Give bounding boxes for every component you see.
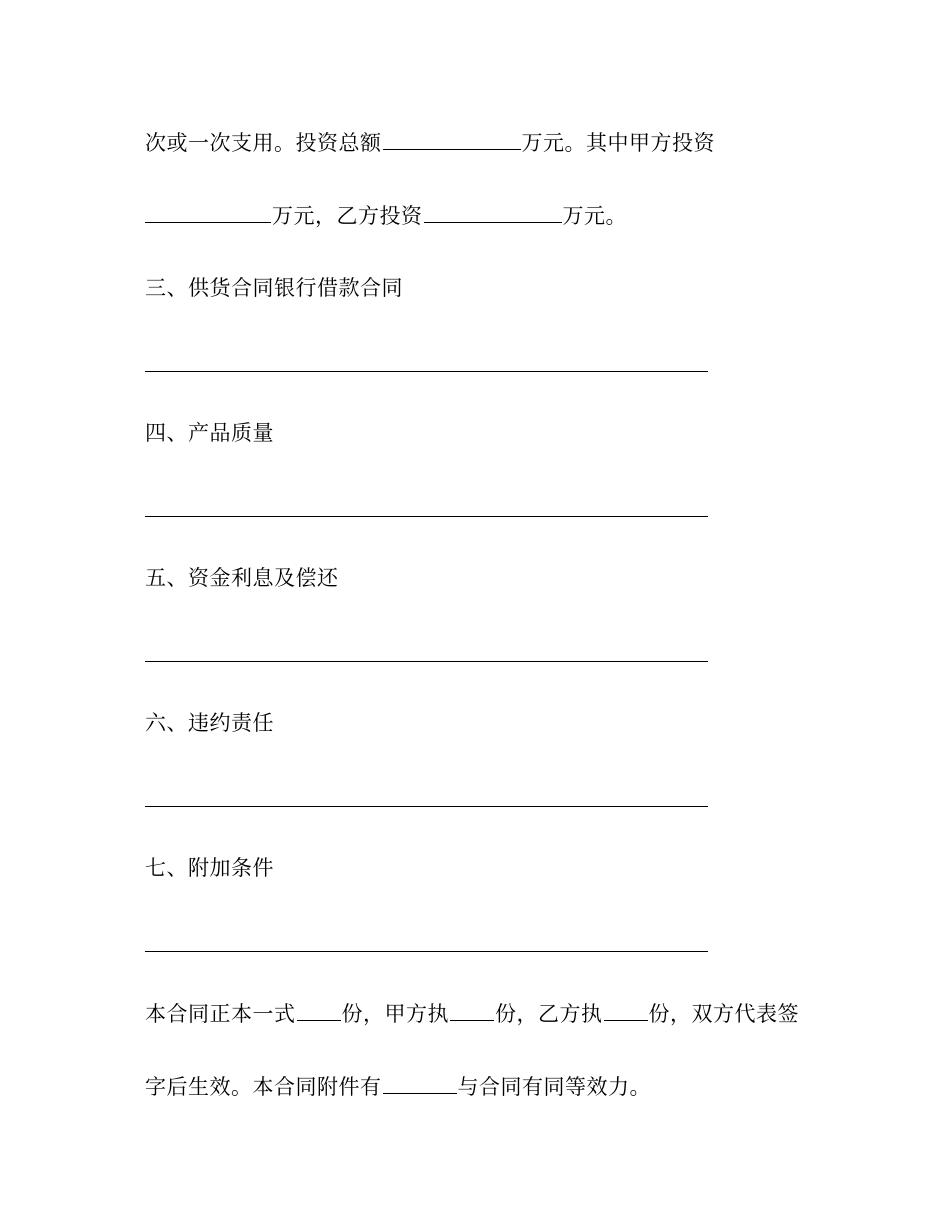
investment-total-label: 次或一次支用。投资总额 — [145, 131, 382, 155]
section-heading-additional-terms: 七、附加条件 — [145, 856, 274, 880]
investment-line-1 — [145, 128, 715, 158]
party-b-copies-blank[interactable] — [604, 1000, 648, 1021]
section-fill-line-breach-liability[interactable] — [145, 806, 708, 807]
party-a-copies-blank[interactable] — [450, 1000, 494, 1021]
investment-unit-label: 万元。 — [562, 204, 627, 228]
signature-clause-label: 份，双方代表签 — [648, 1002, 799, 1026]
section-fill-line-additional-terms[interactable] — [145, 951, 708, 952]
section-heading-interest-repayment: 五、资金利息及偿还 — [145, 566, 339, 590]
party-b-investment-label: 万元，乙方投资 — [272, 204, 423, 228]
party-a-copies-label: 份，甲方执 — [341, 1002, 449, 1026]
section-heading-product-quality: 四、产品质量 — [145, 421, 274, 445]
closing-line-2 — [145, 1072, 651, 1102]
section-fill-line-product-quality[interactable] — [145, 516, 708, 517]
attachment-effect-label: 与合同有同等效力。 — [457, 1075, 651, 1099]
section-fill-line-interest-repayment[interactable] — [145, 661, 708, 662]
section-heading-breach-liability: 六、违约责任 — [145, 711, 274, 735]
copies-label: 本合同正本一式 — [145, 1002, 296, 1026]
investment-total-blank[interactable] — [383, 129, 521, 150]
attachment-label: 字后生效。本合同附件有 — [145, 1075, 382, 1099]
attachment-blank[interactable] — [383, 1073, 457, 1094]
copies-total-blank[interactable] — [297, 1000, 341, 1021]
investment-line-2 — [145, 201, 627, 231]
section-heading-supply-loan: 三、供货合同银行借款合同 — [145, 276, 403, 300]
party-b-investment-blank[interactable] — [424, 202, 562, 223]
party-a-investment-label: 万元。其中甲方投资 — [521, 131, 715, 155]
closing-line-1 — [145, 999, 799, 1029]
party-b-copies-label: 份，乙方执 — [495, 1002, 603, 1026]
section-fill-line-supply-loan[interactable] — [145, 371, 708, 372]
party-a-investment-blank[interactable] — [145, 202, 271, 223]
